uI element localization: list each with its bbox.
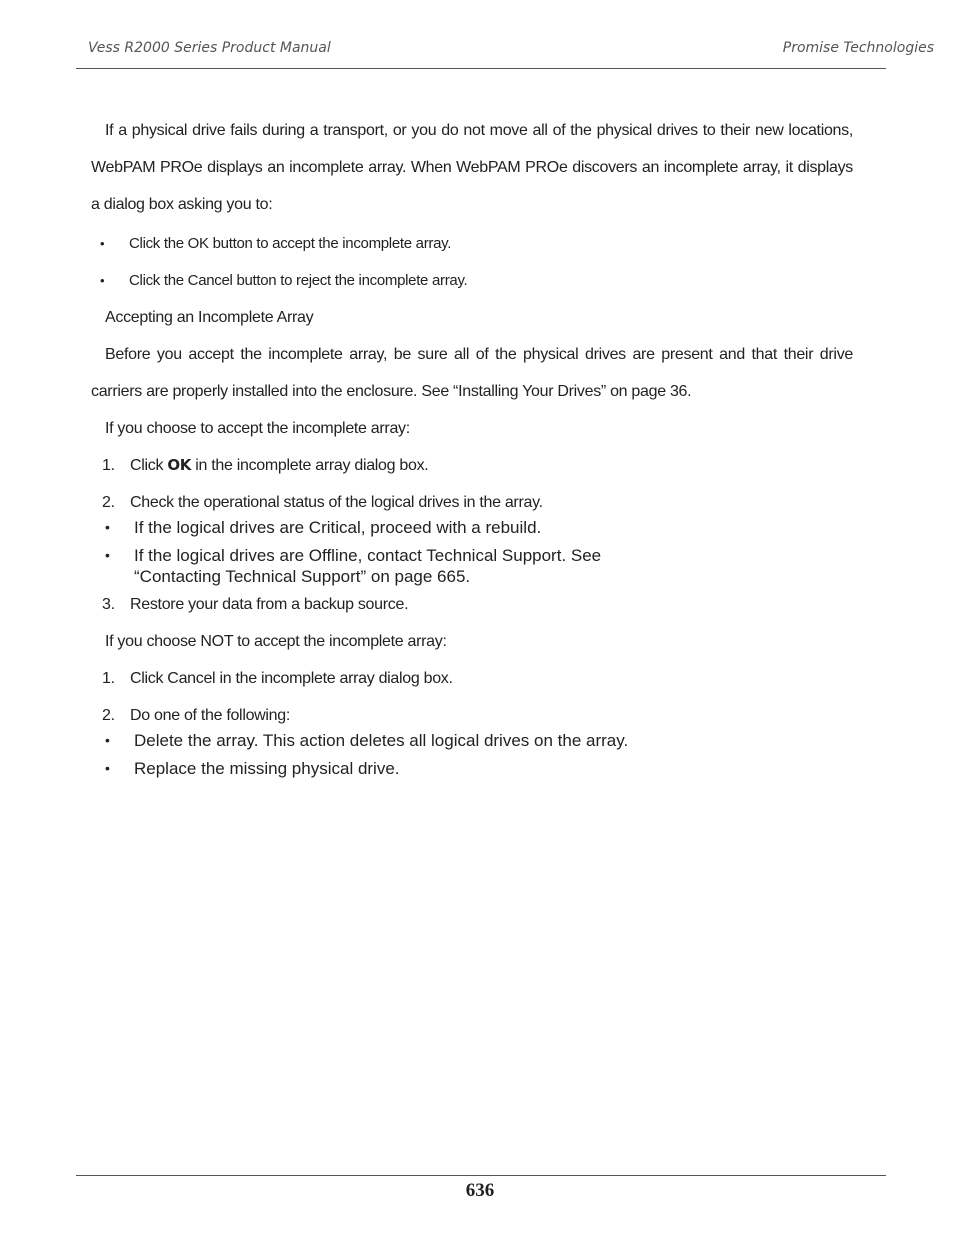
- accept-steps-list: [91, 447, 853, 623]
- page-content: [91, 112, 853, 786]
- reject-steps-list: [91, 660, 853, 779]
- list-item: • Delete the array. This action deletes all logical drives on the array.: [105, 731, 629, 750]
- footer-rule: [76, 1175, 886, 1176]
- list-item: • Replace the missing physical drive.: [105, 759, 400, 778]
- bullet-icon: •: [105, 519, 110, 535]
- bullet-icon: •: [100, 236, 105, 251]
- section-subheading: Accepting an Incomplete Array: [105, 309, 314, 326]
- reject-options-sublist: [91, 730, 853, 779]
- company-name: Promise Technologies: [782, 40, 934, 56]
- list-item: • If the logical drives are Critical, proceed with a rebuild.: [105, 518, 542, 537]
- page-number: 636: [465, 1180, 495, 1201]
- reject-intro: If you choose NOT to accept the incomplete array:: [105, 633, 447, 650]
- header-rule: [76, 68, 886, 69]
- manual-title: Vess R2000 Series Product Manual: [88, 40, 331, 56]
- list-item: • Click the Cancel button to reject the incomplete array.: [91, 262, 853, 299]
- list-item: 1. Click OK in the incomplete array dialog box.: [102, 456, 429, 474]
- intro-paragraph: If a physical drive fails during a transport, or you do not move all of the physical drives to their new locations, WebPAM PROe displays an incomplete array. When WebPAM PROe discovers an incomplete array, it displays a dialog box asking you to:: [91, 122, 853, 213]
- list-item: 1. Click Cancel in the incomplete array dialog box.: [102, 670, 453, 687]
- bullet-icon: •: [105, 760, 110, 776]
- list-item: 2. Check the operational status of the logical drives in the array. • If the logical drives are Critical, proceed with a rebuild. • If the logical drives are Offline, contact Technical Support. See “Contacting Technical Support” on page 665.: [91, 484, 853, 587]
- status-sublist: [91, 517, 853, 587]
- bullet-icon: •: [105, 732, 110, 748]
- list-item: 3. Restore your data from a backup source.: [102, 596, 409, 613]
- bullet-icon: •: [105, 547, 110, 563]
- dialog-options-list: [91, 225, 853, 299]
- page-header: [88, 40, 934, 60]
- list-item: • Click the OK button to accept the incomplete array.: [91, 225, 853, 262]
- list-item: • If the logical drives are Offline, contact Technical Support. See “Contacting Technical Support” on page 665.: [105, 546, 602, 586]
- bullet-icon: •: [100, 273, 105, 288]
- list-item: 2. Do one of the following: • Delete the array. This action deletes all logical drives on the array. • Replace the missing physical drive.: [91, 697, 853, 779]
- before-accept-paragraph: Before you accept the incomplete array, be sure all of the physical drives are present and that their drive carriers are properly installed into the enclosure. See “Installing Your Drives” on page 36.: [91, 346, 853, 400]
- ok-bold-label: OK: [167, 456, 192, 474]
- accept-intro: If you choose to accept the incomplete array:: [105, 420, 410, 437]
